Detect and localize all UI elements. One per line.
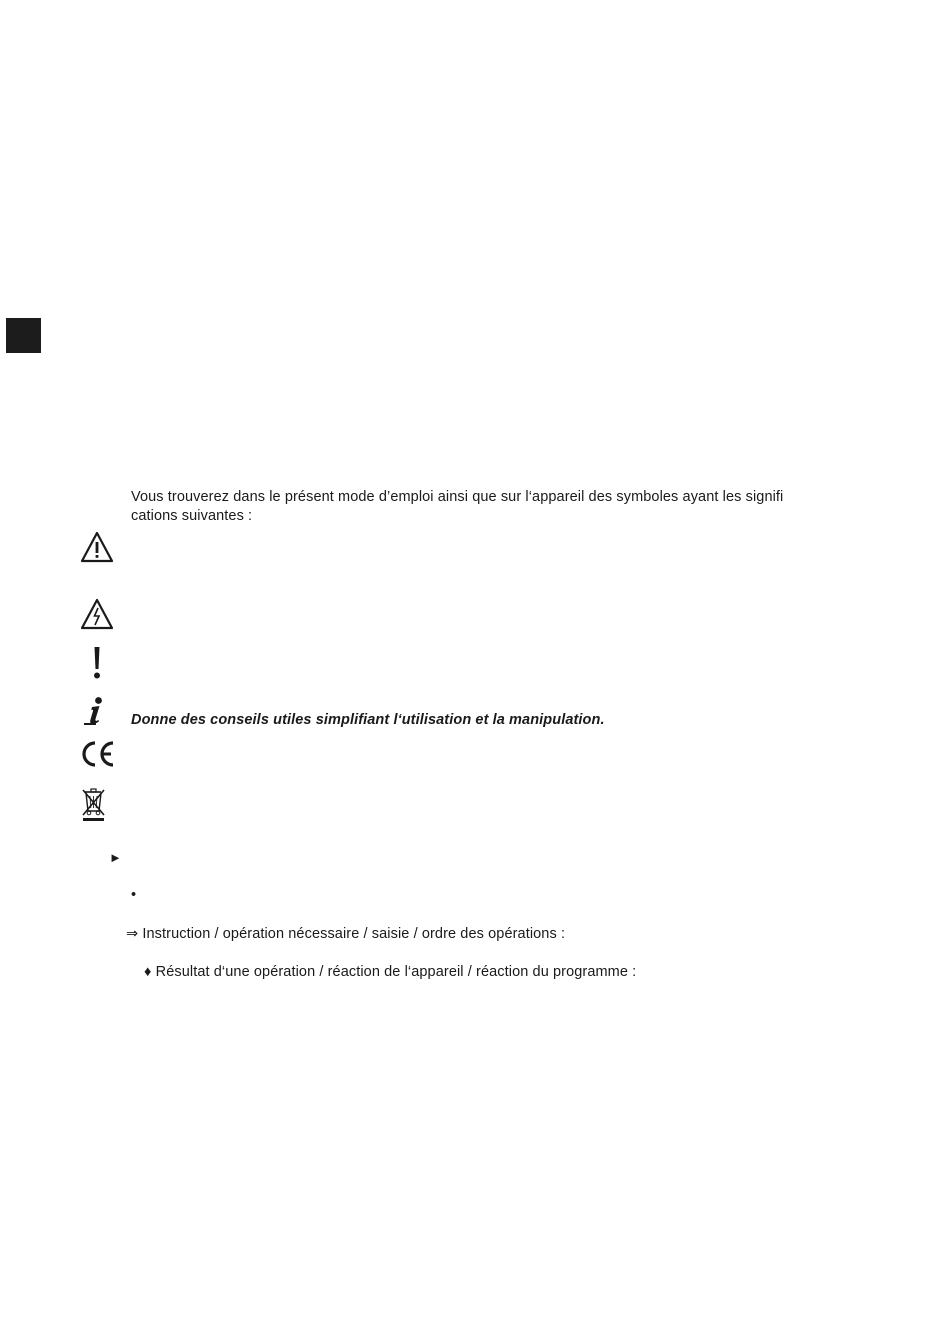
result-text: Résultat d‘une opération / réaction de l‘appareil / réaction du programme : — [155, 964, 637, 980]
warning-triangle-icon — [80, 530, 114, 564]
intro-line-1: Vous trouverez dans le présent mode d’emploi ainsi que sur l‘appareil des symboles ayant les signifi — [131, 489, 784, 505]
chapter-tab — [6, 318, 41, 353]
result-row — [144, 963, 636, 982]
instruction-row — [126, 925, 565, 944]
tip-text: Donne des conseils utiles simplifiant l‘utilisation et la manipulation. — [131, 712, 605, 728]
crossed-bin-icon — [80, 786, 108, 822]
electric-hazard-icon — [80, 597, 114, 631]
diamond-marker: ♦ — [144, 964, 152, 980]
triangle-bullet: ► — [109, 850, 122, 865]
arrow-marker: ⇒ — [126, 926, 139, 942]
instruction-text: Instruction / opération nécessaire / saisie / ordre des opérations : — [142, 926, 566, 942]
exclamation-icon — [89, 646, 105, 680]
intro-line-2: cations suivantes : — [131, 508, 253, 524]
info-icon — [82, 696, 108, 726]
dot-bullet: • — [131, 887, 137, 903]
ce-mark-icon — [80, 739, 116, 769]
intro-paragraph — [131, 488, 861, 526]
